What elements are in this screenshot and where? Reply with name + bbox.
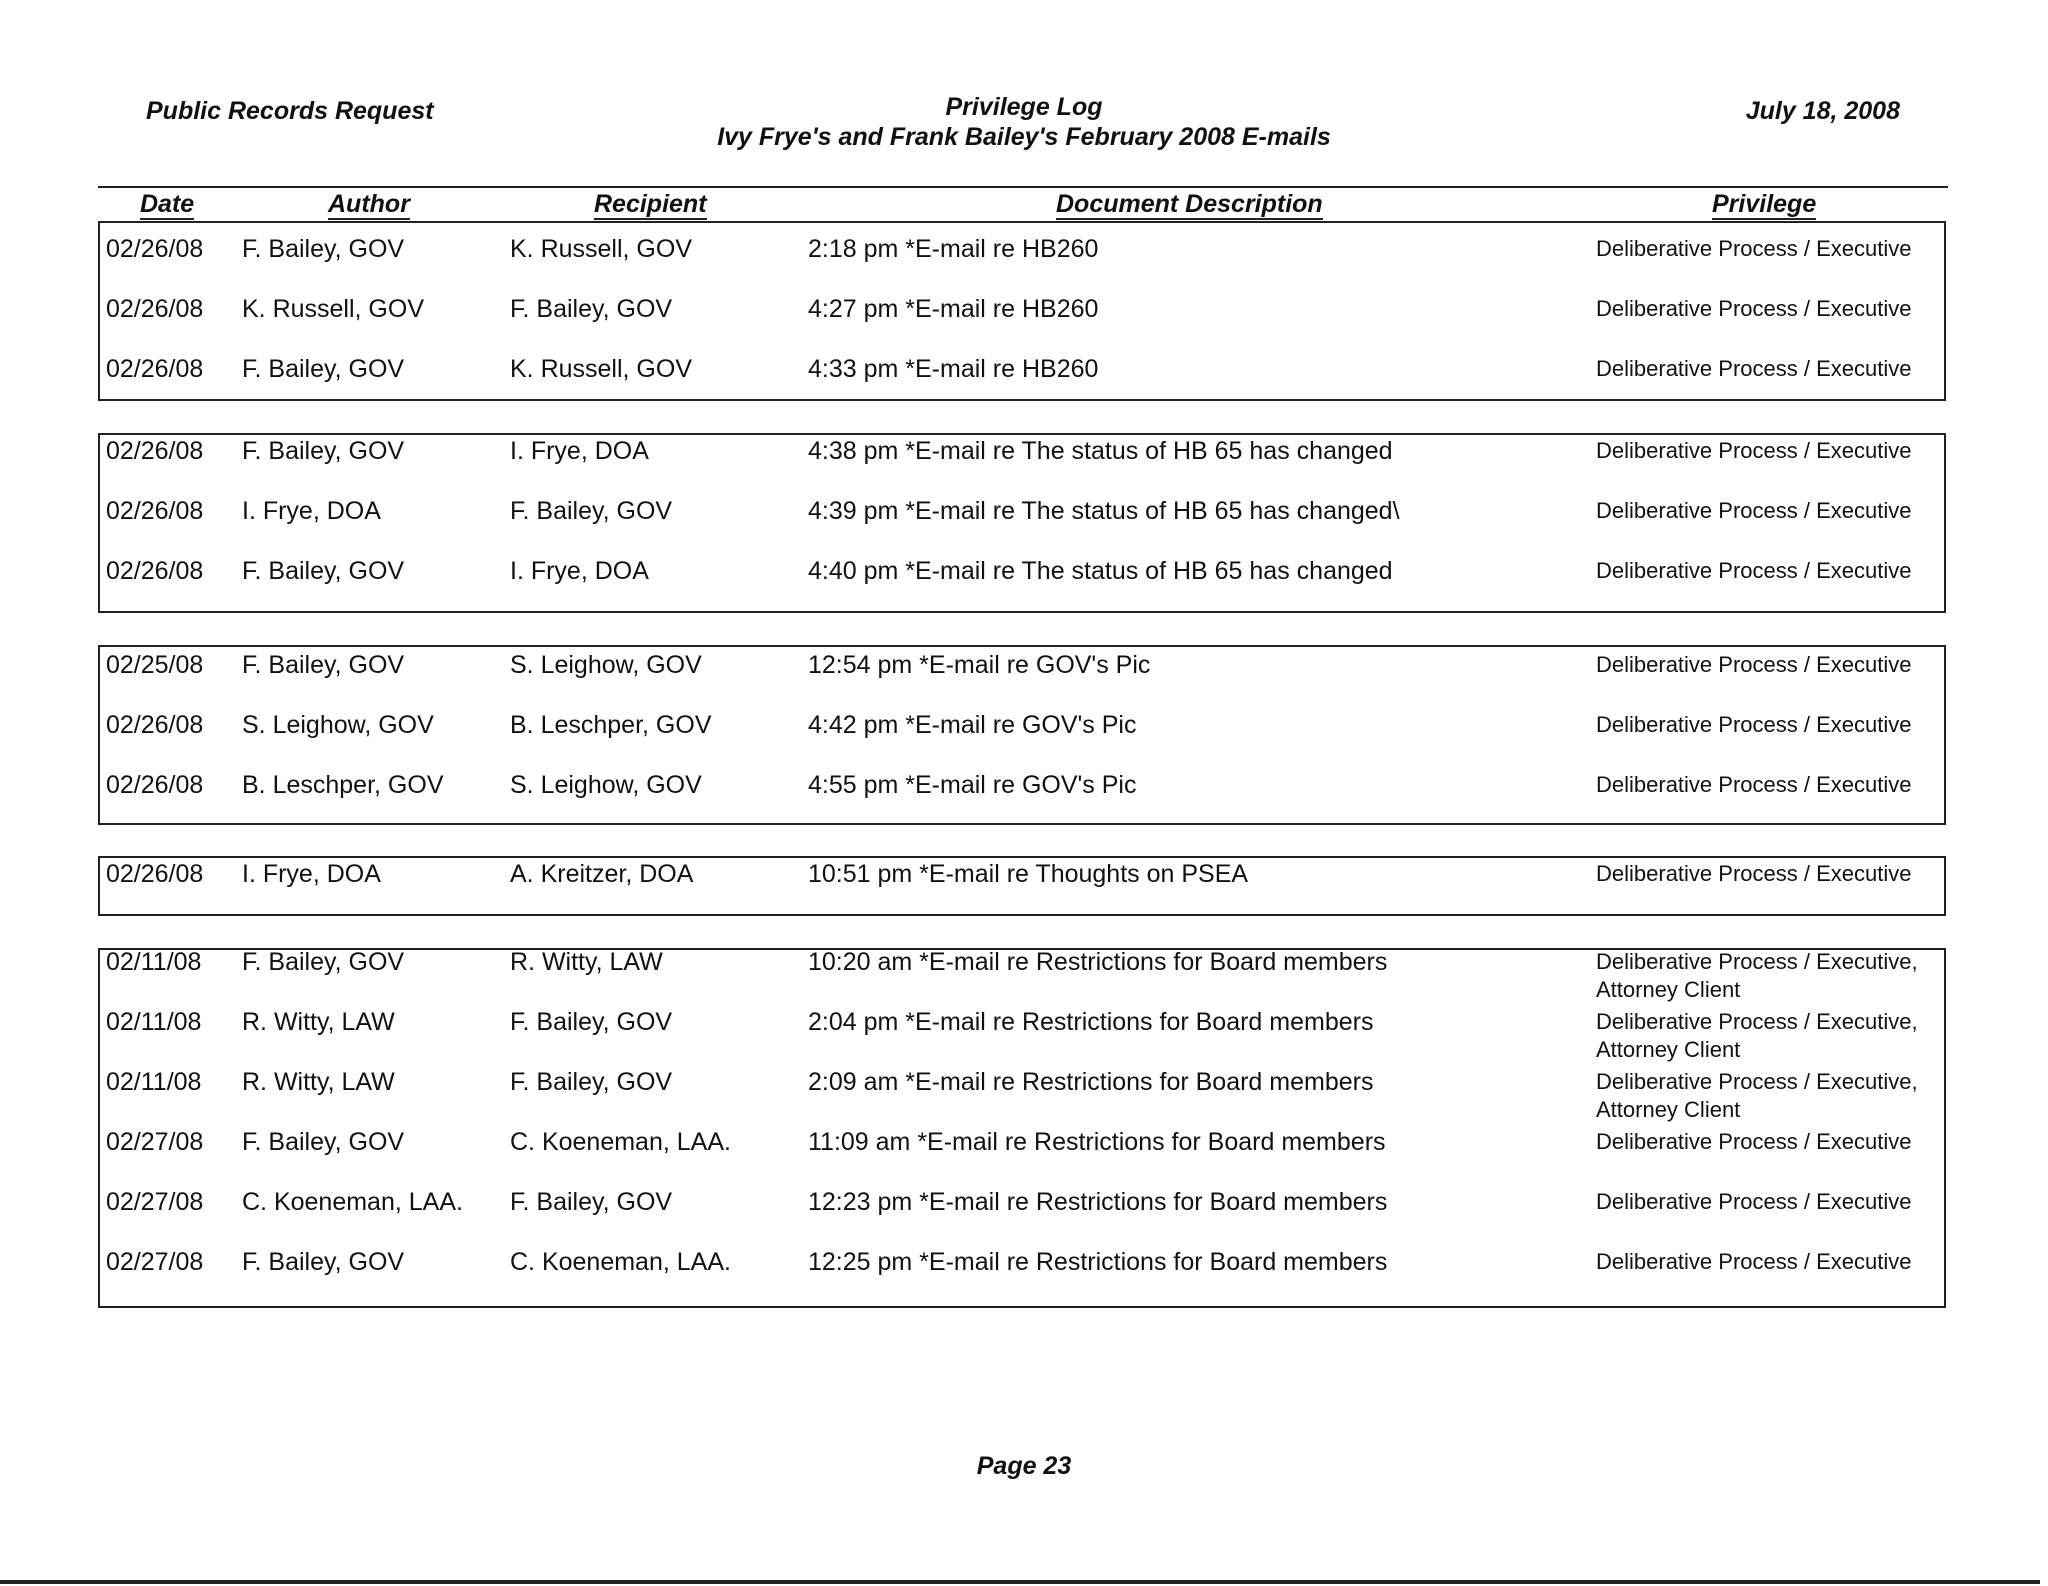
cell-privilege: Deliberative Process / Executive [1596,356,1912,381]
cell-date: 02/27/08 [106,1248,204,1276]
cell-date: 02/26/08 [106,860,204,888]
header-left-title: Public Records Request [146,97,434,125]
cell-privilege: Deliberative Process / Executive [1596,772,1912,797]
cell-author: F. Bailey, GOV [242,1248,405,1276]
cell-recipient: K. Russell, GOV [510,235,692,263]
cell-author: R. Witty, LAW [242,1068,395,1096]
cell-privilege: Deliberative Process / Executive [1596,1249,1912,1274]
cell-description: 2:04 pm *E-mail re Restrictions for Board members [808,1008,1374,1036]
cell-recipient: F. Bailey, GOV [510,1008,673,1036]
cell-date: 02/25/08 [106,651,204,679]
cell-date: 02/26/08 [106,295,204,323]
cell-description: 2:09 am *E-mail re Restrictions for Board members [808,1068,1374,1096]
log-group [98,221,1946,401]
cell-privilege: Deliberative Process / Executive [1596,652,1912,677]
cell-date: 02/27/08 [106,1128,204,1156]
table-row [100,557,1944,617]
cell-description: 4:27 pm *E-mail re HB260 [808,295,1099,323]
cell-description: 4:39 pm *E-mail re The status of HB 65 has changed\ [808,497,1400,525]
cell-recipient: F. Bailey, GOV [510,295,673,323]
cell-privilege: Deliberative Process / Executive, Attorney Client [1596,949,1918,1002]
cell-recipient: S. Leighow, GOV [510,651,702,679]
table-row [100,235,1944,295]
cell-description: 2:18 pm *E-mail re HB260 [808,235,1099,263]
cell-description: 11:09 am *E-mail re Restrictions for Board members [808,1128,1386,1156]
cell-author: F. Bailey, GOV [242,355,405,383]
cell-privilege: Deliberative Process / Executive [1596,498,1912,523]
table-row [100,860,1944,920]
cell-author: I. Frye, DOA [242,497,381,525]
cell-recipient: S. Leighow, GOV [510,771,702,799]
cell-date: 02/26/08 [106,355,204,383]
cell-privilege: Deliberative Process / Executive [1596,558,1912,583]
header-divider [98,186,1948,188]
cell-author: F. Bailey, GOV [242,1128,405,1156]
cell-description: 12:54 pm *E-mail re GOV's Pic [808,651,1151,679]
table-row [100,295,1944,355]
cell-description: 10:51 pm *E-mail re Thoughts on PSEA [808,860,1249,888]
table-row [100,1068,1944,1128]
cell-author: B. Leschper, GOV [242,771,444,799]
cell-description: 4:55 pm *E-mail re GOV's Pic [808,771,1137,799]
cell-date: 02/26/08 [106,557,204,585]
cell-author: I. Frye, DOA [242,860,381,888]
cell-privilege: Deliberative Process / Executive [1596,1129,1912,1154]
cell-date: 02/26/08 [106,711,204,739]
footer-rule [0,1580,2040,1584]
cell-privilege: Deliberative Process / Executive, Attorney Client [1596,1069,1918,1122]
cell-privilege: Deliberative Process / Executive [1596,1189,1912,1214]
cell-date: 02/26/08 [106,497,204,525]
header-title-line1: Privilege Log [945,93,1103,121]
cell-privilege: Deliberative Process / Executive [1596,712,1912,737]
cell-recipient: F. Bailey, GOV [510,1068,673,1096]
cell-description: 12:23 pm *E-mail re Restrictions for Board members [808,1188,1388,1216]
cell-recipient: F. Bailey, GOV [510,497,673,525]
cell-description: 10:20 am *E-mail re Restrictions for Board members [808,948,1388,976]
table-row [100,355,1944,415]
page-number: Page 23 [976,1452,1072,1480]
cell-recipient: I. Frye, DOA [510,557,649,585]
cell-recipient: A. Kreitzer, DOA [510,860,694,888]
cell-privilege: Deliberative Process / Executive [1596,438,1912,463]
cell-recipient: B. Leschper, GOV [510,711,712,739]
cell-description: 4:33 pm *E-mail re HB260 [808,355,1099,383]
cell-privilege: Deliberative Process / Executive [1596,861,1912,886]
cell-author: S. Leighow, GOV [242,711,434,739]
header-center-title [624,92,1424,152]
column-header-author: Author [328,190,410,218]
column-header-date: Date [140,190,195,218]
table-row [100,437,1944,497]
table-row [100,1128,1944,1188]
cell-date: 02/26/08 [106,437,204,465]
cell-author: F. Bailey, GOV [242,235,405,263]
log-group [98,433,1946,613]
column-header-recipient: Recipient [594,190,707,218]
cell-recipient: K. Russell, GOV [510,355,692,383]
cell-recipient: C. Koeneman, LAA. [510,1128,731,1156]
cell-privilege: Deliberative Process / Executive, Attorney Client [1596,1009,1918,1062]
cell-author: F. Bailey, GOV [242,651,405,679]
cell-author: K. Russell, GOV [242,295,424,323]
cell-author: C. Koeneman, LAA. [242,1188,463,1216]
table-row [100,771,1944,831]
cell-date: 02/26/08 [106,235,204,263]
cell-privilege: Deliberative Process / Executive [1596,296,1912,321]
cell-date: 02/11/08 [106,1068,202,1096]
table-row [100,497,1944,557]
cell-author: F. Bailey, GOV [242,948,405,976]
table-row [100,948,1944,1008]
cell-description: 4:42 pm *E-mail re GOV's Pic [808,711,1137,739]
log-group [98,856,1946,916]
cell-date: 02/26/08 [106,771,204,799]
cell-description: 4:40 pm *E-mail re The status of HB 65 has changed [808,557,1393,585]
column-header-description: Document Description [1056,190,1323,218]
cell-author: R. Witty, LAW [242,1008,395,1036]
table-row [100,1248,1944,1308]
cell-date: 02/11/08 [106,948,202,976]
table-row [100,651,1944,711]
table-row [100,711,1944,771]
header-date: July 18, 2008 [1745,97,1900,125]
cell-date: 02/27/08 [106,1188,204,1216]
cell-description: 12:25 pm *E-mail re Restrictions for Board members [808,1248,1388,1276]
cell-recipient: I. Frye, DOA [510,437,649,465]
cell-recipient: F. Bailey, GOV [510,1188,673,1216]
cell-recipient: R. Witty, LAW [510,948,663,976]
cell-author: F. Bailey, GOV [242,437,405,465]
cell-date: 02/11/08 [106,1008,202,1036]
log-group [98,948,1946,1308]
table-row [100,1008,1944,1068]
log-group [98,645,1946,825]
cell-recipient: C. Koeneman, LAA. [510,1248,731,1276]
cell-privilege: Deliberative Process / Executive [1596,236,1912,261]
cell-description: 4:38 pm *E-mail re The status of HB 65 has changed [808,437,1393,465]
header-title-line2: Ivy Frye's and Frank Bailey's February 2008 E-mails [717,123,1331,151]
cell-author: F. Bailey, GOV [242,557,405,585]
column-header-privilege: Privilege [1712,190,1817,218]
table-row [100,1188,1944,1248]
